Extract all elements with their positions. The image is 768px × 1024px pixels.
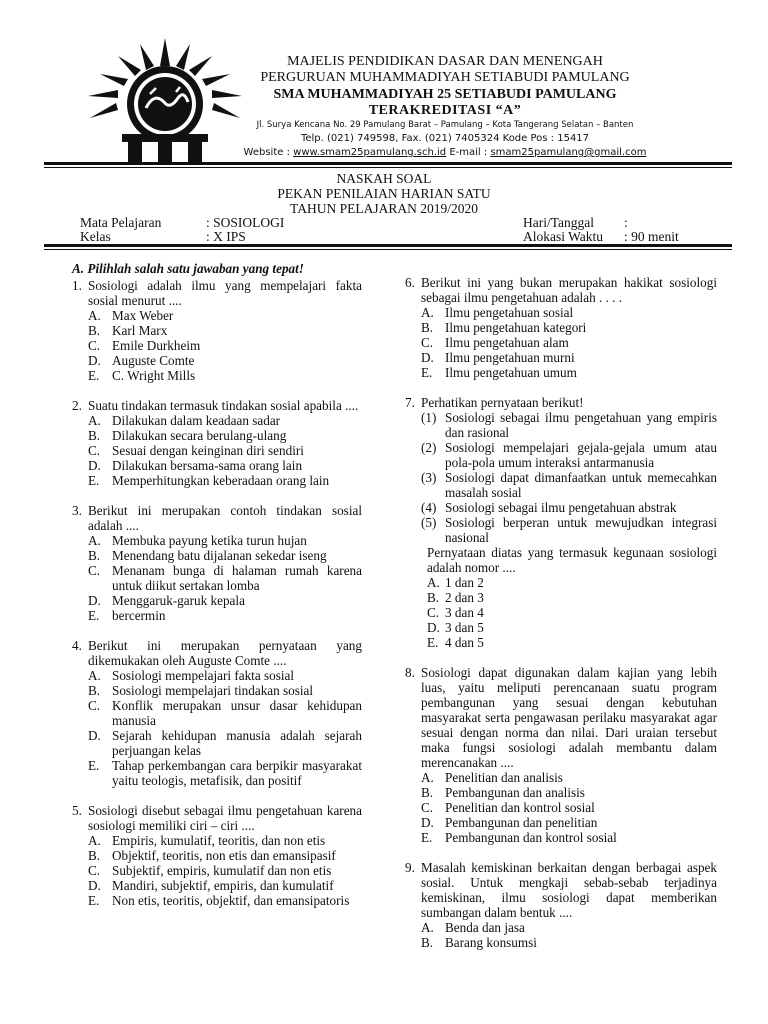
option-letter: C. (427, 605, 440, 620)
question-number: 6. (405, 275, 415, 290)
option-letter: B. (421, 320, 434, 335)
statement-text: Sosiologi sebagai ilmu pengetahuan abstrak (445, 500, 677, 515)
option-text: Mandiri, subjektif, empiris, dan kumulatif (112, 878, 334, 893)
header-divider-thin (44, 167, 732, 168)
option-letter: A. (88, 833, 101, 848)
option[interactable] (405, 830, 717, 845)
option[interactable] (405, 785, 717, 800)
option[interactable] (72, 683, 362, 698)
option-letter: E. (88, 608, 100, 623)
email-label: E-mail : (446, 147, 491, 158)
header-school-name: SMA MUHAMMADIYAH 25 SETIABUDI PAMULANG (273, 87, 617, 102)
option-letter: B. (88, 548, 101, 563)
option[interactable] (72, 563, 362, 593)
question-number: 2. (72, 398, 82, 413)
option-text: Max Weber (112, 308, 174, 323)
question-number: 5. (72, 803, 82, 818)
subject-label: Mata Pelajaran (80, 215, 162, 230)
date-value: : (624, 215, 628, 230)
meta-divider (44, 244, 732, 247)
header-address: Jl. Surya Kencana No. 29 Pamulang Barat – Pamulang – Kota Tangerang Selatan – Banten (256, 120, 634, 130)
statement-number: (2) (421, 440, 437, 455)
option-letter: A. (421, 920, 434, 935)
option-text: 1 dan 2 (445, 575, 484, 590)
option[interactable] (72, 833, 362, 848)
option[interactable] (72, 758, 362, 788)
option[interactable] (405, 305, 717, 320)
question-note: Pernyataan diatas yang termasuk kegunaan sosiologi adalah nomor .... (427, 545, 717, 575)
section-title: A. Pilihlah salah satu jawaban yang tepat! (72, 261, 304, 276)
header-divider (44, 162, 732, 165)
option[interactable] (405, 770, 717, 785)
option-text: Pembangunan dan analisis (445, 785, 585, 800)
option-text: Tahap perkembangan cara berpikir masyarakat yaitu teologis, metafisik, dan positif (112, 758, 362, 788)
statement-number: (1) (421, 410, 437, 425)
date-label: Hari/Tanggal (523, 215, 595, 230)
meta-divider-thin (44, 249, 732, 250)
question-number: 3. (72, 503, 82, 518)
option[interactable] (72, 308, 362, 323)
header-accreditation: TERAKREDITASI “A” (368, 103, 522, 118)
option-letter: D. (427, 620, 440, 635)
option[interactable] (405, 920, 717, 935)
option[interactable] (72, 458, 362, 473)
option[interactable] (72, 428, 362, 443)
option-text: Dilakukan dalam keadaan sadar (112, 413, 281, 428)
question-stem: Masalah kemiskinan berkaitan dengan berbagai aspek sosial. Untuk mengkaji sebab-sebab terjadinya kemiskinan, ilmu sosiologi dapat memberikan sumbangan dalam bentuk .... (421, 860, 717, 920)
exam-year: TAHUN PELAJARAN 2019/2020 (290, 201, 478, 216)
statement (405, 515, 717, 545)
statement-number: (3) (421, 470, 437, 485)
option-letter: C. (421, 335, 434, 350)
option-text: 3 dan 4 (445, 605, 484, 620)
option[interactable] (72, 413, 362, 428)
option-letter: A. (88, 533, 101, 548)
statement-text: Sosiologi sebagai ilmu pengetahuan yang empiris dan rasional (445, 410, 717, 440)
option[interactable] (405, 935, 717, 950)
question (72, 398, 362, 413)
option-letter: D. (421, 815, 434, 830)
option-text: Pembangunan dan penelitian (445, 815, 598, 830)
statement (405, 470, 717, 500)
question-stem: Perhatikan pernyataan berikut! (421, 395, 584, 410)
option-letter: C. (88, 863, 101, 878)
option-letter: D. (421, 350, 434, 365)
header-phone: Telp. (021) 749598, Fax. (021) 7405324 Kode Pos : 15417 (300, 133, 590, 144)
option-letter: B. (421, 935, 434, 950)
statement-number: (4) (421, 500, 437, 515)
option-text: Ilmu pengetahuan alam (445, 335, 569, 350)
option-letter: B. (88, 683, 101, 698)
option-text: Penelitian dan analisis (445, 770, 563, 785)
question (72, 803, 362, 833)
question-stem: Sosiologi disebut sebagai ilmu pengetahuan karena sosiologi memiliki ciri – ciri .... (88, 803, 362, 833)
question (72, 503, 362, 533)
question-number: 1. (72, 278, 82, 293)
option[interactable] (72, 368, 362, 383)
option-text: Sosiologi mempelajari fakta sosial (112, 668, 295, 683)
option[interactable] (72, 608, 362, 623)
option-text: Pembangunan dan kontrol sosial (445, 830, 617, 845)
option-letter: A. (88, 308, 101, 323)
option[interactable] (405, 590, 717, 605)
question-stem: Sosiologi dapat digunakan dalam kajian yang lebih luas, yaitu meliputi perencanaan suatu program pembangunan yang sesuai dengan kebutuhan masyarakat serta pengawasan perilaku masyarakat agar sesuai dengan norma dan nilai. Dari uraian tersebut maka fungsi sosiologi adalah membantu dalam merencanakan .... (421, 665, 717, 770)
class-label: Kelas (80, 229, 111, 244)
option[interactable] (72, 863, 362, 878)
question-stem: Suatu tindakan termasuk tindakan sosial apabila .... (88, 398, 359, 413)
option[interactable] (405, 800, 717, 815)
option[interactable] (405, 335, 717, 350)
option-text: Auguste Comte (112, 353, 195, 368)
class-value: : X IPS (206, 229, 246, 244)
option-text: Dilakukan bersama-sama orang lain (112, 458, 303, 473)
option-text: Menanam bunga di halaman rumah karena untuk diikut sertakan lomba (112, 563, 362, 593)
header-council-line: MAJELIS PENDIDIKAN DASAR DAN MENENGAH (287, 54, 603, 69)
option-text: Empiris, kumulatif, teoritis, dan non etis (112, 833, 326, 848)
question (405, 275, 717, 305)
option-letter: B. (88, 848, 101, 863)
option[interactable] (72, 473, 362, 488)
option-letter: E. (88, 893, 100, 908)
question-number: 7. (405, 395, 415, 410)
statement-text: Sosiologi berperan untuk mewujudkan integrasi nasional (445, 515, 717, 545)
option-text: 2 dan 3 (445, 590, 484, 605)
option-letter: A. (427, 575, 440, 590)
option[interactable] (72, 893, 362, 908)
statement (405, 440, 717, 470)
question (405, 395, 717, 410)
option-text: Emile Durkheim (112, 338, 201, 353)
option-letter: E. (421, 830, 433, 845)
question-stem: Berikut ini merupakan pernyataan yang dikemukakan oleh Auguste Comte .... (88, 638, 362, 668)
option-text: Subjektif, empiris, kumulatif dan non etis (112, 863, 332, 878)
option[interactable] (72, 878, 362, 893)
option-letter: C. (88, 338, 101, 353)
option-letter: E. (421, 365, 433, 380)
question (72, 278, 362, 308)
option-letter: B. (88, 323, 101, 338)
option-text: bercermin (112, 608, 166, 623)
statement-text: Sosiologi dapat dimanfaatkan untuk memecahkan masalah sosial (445, 470, 717, 500)
option-text: Dilakukan secara berulang-ulang (112, 428, 287, 443)
option[interactable] (405, 575, 717, 590)
option-text: Penelitian dan kontrol sosial (445, 800, 595, 815)
option-text: Sesuai dengan keinginan diri sendiri (112, 443, 304, 458)
option[interactable] (72, 353, 362, 368)
option-text: 4 dan 5 (445, 635, 484, 650)
option-text: Menendang batu dijalanan sekedar iseng (112, 548, 327, 563)
option-text: Memperhitungkan keberadaan orang lain (112, 473, 330, 488)
question (405, 860, 717, 920)
option-letter: D. (88, 593, 101, 608)
option[interactable] (72, 728, 362, 758)
option-text: Ilmu pengetahuan murni (445, 350, 575, 365)
option-letter: D. (88, 353, 101, 368)
option-letter: D. (88, 458, 101, 473)
option-text: Sejarah kehidupan manusia adalah sejarah perjuangan kelas (112, 728, 362, 758)
option-text: Ilmu pengetahuan umum (445, 365, 577, 380)
statement-number: (5) (421, 515, 437, 530)
question-stem: Berikut ini yang bukan merupakan hakikat sosiologi sebagai ilmu pengetahuan adalah . . . . (421, 275, 717, 305)
question-stem: Berikut ini merupakan contoh tindakan sosial adalah .... (88, 503, 362, 533)
subject-value: : SOSIOLOGI (206, 215, 285, 230)
option-text: Objektif, teoritis, non etis dan emansipasif (112, 848, 336, 863)
option-text: Non etis, teoritis, objektif, dan emansipatoris (112, 893, 350, 908)
exam-subtitle: PEKAN PENILAIAN HARIAN SATU (277, 186, 491, 201)
option[interactable] (72, 698, 362, 728)
option[interactable] (405, 815, 717, 830)
option-letter: C. (421, 800, 434, 815)
option-letter: C. (88, 443, 101, 458)
option[interactable] (72, 593, 362, 608)
option-letter: A. (421, 305, 434, 320)
option-text: Menggaruk-garuk kepala (112, 593, 245, 608)
option[interactable] (72, 443, 362, 458)
website-link[interactable]: www.smam25pamulang.sch.id (293, 147, 447, 158)
option[interactable] (72, 338, 362, 353)
option[interactable] (405, 620, 717, 635)
option[interactable] (72, 323, 362, 338)
time-value: : 90 menit (624, 229, 679, 244)
header-contact (180, 146, 710, 159)
option[interactable] (72, 668, 362, 683)
option[interactable] (72, 548, 362, 563)
option-letter: E. (88, 473, 100, 488)
option-letter: A. (88, 413, 101, 428)
statement (405, 410, 717, 440)
statement (405, 500, 717, 515)
option[interactable] (405, 365, 717, 380)
option-letter: E. (427, 635, 439, 650)
option-text: Benda dan jasa (445, 920, 525, 935)
question (405, 665, 717, 770)
option-letter: E. (88, 758, 100, 773)
option-letter: C. (88, 698, 101, 713)
option-letter: B. (427, 590, 440, 605)
header-foundation-line: PERGURUAN MUHAMMADIYAH SETIABUDI PAMULANG (260, 70, 630, 85)
option[interactable] (405, 605, 717, 620)
time-label: Alokasi Waktu (523, 229, 604, 244)
option[interactable] (405, 320, 717, 335)
question-number: 9. (405, 860, 415, 875)
option-letter: D. (88, 728, 101, 743)
right-column (405, 275, 717, 950)
option-text: Karl Marx (112, 323, 168, 338)
option-letter: B. (421, 785, 434, 800)
option-text: Ilmu pengetahuan kategori (445, 320, 587, 335)
option-text: Konflik merupakan unsur dasar kehidupan manusia (112, 698, 362, 728)
question (72, 638, 362, 668)
option[interactable] (405, 635, 717, 650)
website-label: Website : (243, 147, 294, 158)
option-text: Membuka payung ketika turun hujan (112, 533, 307, 548)
question-stem: Sosiologi adalah ilmu yang mempelajari fakta sosial menurut .... (88, 278, 362, 308)
option-letter: C. (88, 563, 101, 578)
option-text: Sosiologi mempelajari tindakan sosial (112, 683, 314, 698)
question-number: 8. (405, 665, 415, 680)
option[interactable] (72, 533, 362, 548)
option-text: Barang konsumsi (445, 935, 537, 950)
left-column (72, 261, 362, 908)
option-text: Ilmu pengetahuan sosial (445, 305, 574, 320)
option-letter: A. (421, 770, 434, 785)
statement-text: Sosiologi mempelajari gejala-gejala umum atau pola-pola umum interaksi antarmanusia (445, 440, 717, 470)
exam-title: NASKAH SOAL (336, 171, 432, 186)
option-text: 3 dan 5 (445, 620, 484, 635)
question-number: 4. (72, 638, 82, 653)
option[interactable] (72, 848, 362, 863)
option-text: C. Wright Mills (112, 368, 196, 383)
option-letter: D. (88, 878, 101, 893)
option[interactable] (405, 350, 717, 365)
email-link[interactable]: smam25pamulang@gmail.com (490, 147, 647, 158)
option-letter: A. (88, 668, 101, 683)
option-letter: B. (88, 428, 101, 443)
option-letter: E. (88, 368, 100, 383)
